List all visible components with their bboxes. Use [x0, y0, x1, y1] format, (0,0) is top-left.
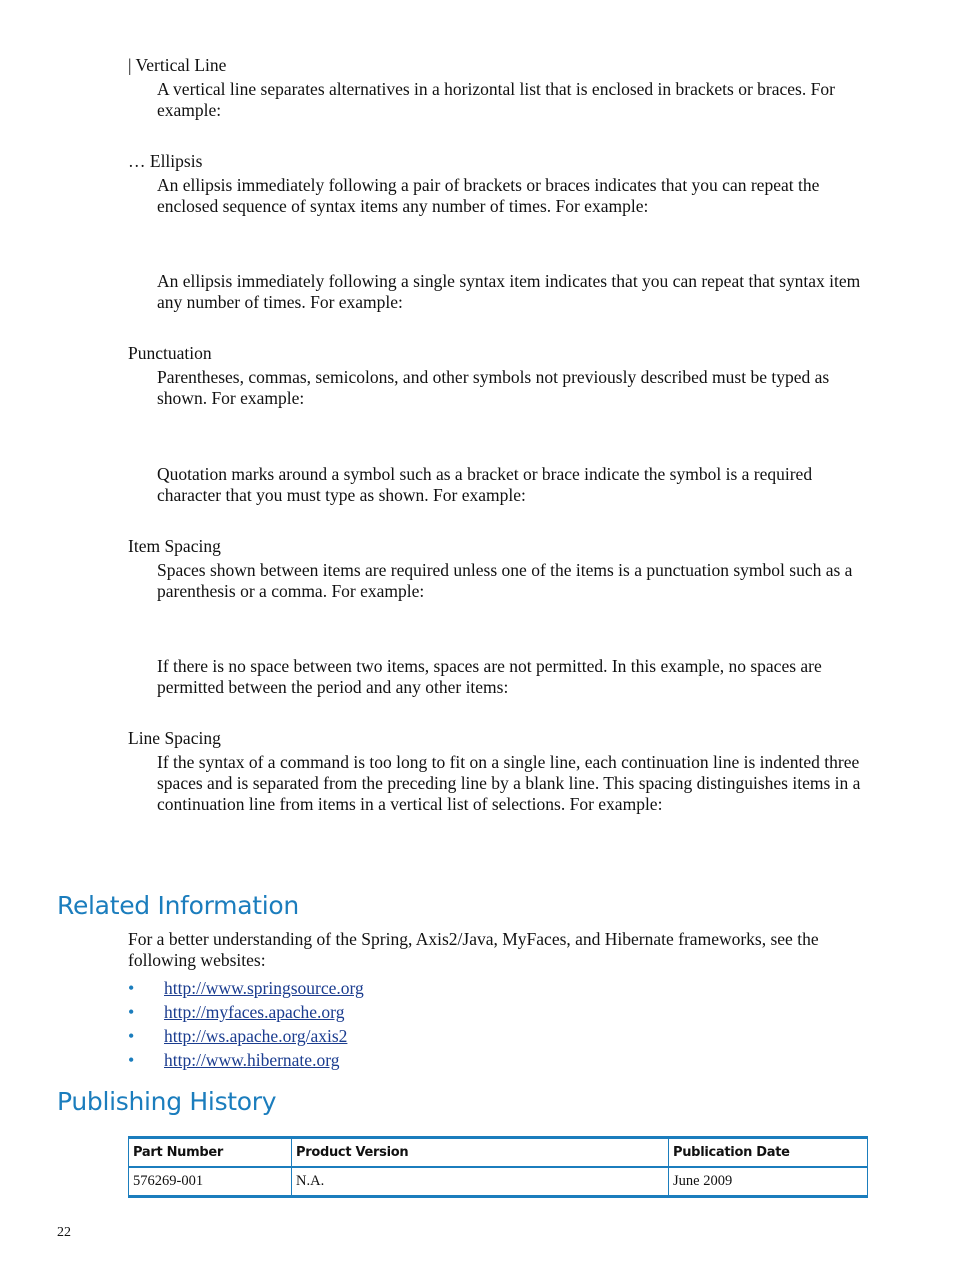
cell-part-number: 576269-001 — [129, 1167, 292, 1197]
related-information-heading: Related Information — [57, 891, 299, 920]
table-header-row — [129, 1138, 868, 1168]
column-header-publication-date: Publication Date — [669, 1138, 868, 1168]
related-information-intro: For a better understanding of the Spring, Axis2/Java, MyFaces, and Hibernate frameworks, see the following websites: — [128, 929, 819, 970]
definition-item-spacing-1: Spaces shown between items are required unless one of the items is a punctuation symbol such as a parenthesis or a comma. For example: — [157, 560, 853, 601]
link-axis2[interactable]: http://ws.apache.org/axis2 — [164, 1026, 348, 1046]
list-item — [128, 1000, 628, 1024]
publishing-history-table — [128, 1136, 868, 1198]
definition-punctuation-2: Quotation marks around a symbol such as a bracket or brace indicate the symbol is a required character that you must type as shown. For example: — [157, 464, 813, 505]
column-header-part-number: Part Number — [129, 1138, 292, 1168]
term-vertical-line: | Vertical Line — [128, 55, 227, 75]
cell-publication-date: June 2009 — [669, 1167, 868, 1197]
definition-vertical-line: A vertical line separates alternatives in a horizontal list that is enclosed in brackets or braces. For example: — [157, 79, 835, 120]
list-item — [128, 976, 628, 1000]
term-line-spacing: Line Spacing — [128, 728, 221, 748]
definition-line-spacing: If the syntax of a command is too long to fit on a single line, each continuation line is indented three spaces and is separated from the preceding line by a blank line. This spacing distinguishes items in a continuation line from items in a vertical list of selections. For example: — [157, 752, 861, 814]
list-item — [128, 1048, 628, 1072]
related-links-list — [128, 976, 628, 1072]
link-myfaces[interactable]: http://myfaces.apache.org — [164, 1002, 345, 1022]
term-ellipsis: … Ellipsis — [128, 151, 203, 171]
cell-product-version: N.A. — [292, 1167, 669, 1197]
definition-ellipsis-2: An ellipsis immediately following a single syntax item indicates that you can repeat that syntax item any number of times. For example: — [157, 271, 861, 312]
page-number: 22 — [57, 1225, 71, 1240]
link-springsource[interactable]: http://www.springsource.org — [164, 978, 364, 998]
definition-item-spacing-2: If there is no space between two items, spaces are not permitted. In this example, no spaces are permitted between the period and any other items: — [157, 656, 822, 697]
bullet-icon: • — [128, 1002, 135, 1022]
definition-ellipsis-1: An ellipsis immediately following a pair of brackets or braces indicates that you can repeat the enclosed sequence of syntax items any number of times. For example: — [157, 175, 820, 216]
publishing-history-heading: Publishing History — [57, 1087, 277, 1116]
table-row — [129, 1167, 868, 1197]
list-item — [128, 1024, 628, 1048]
column-header-product-version: Product Version — [292, 1138, 669, 1168]
term-punctuation: Punctuation — [128, 343, 212, 363]
link-hibernate[interactable]: http://www.hibernate.org — [164, 1050, 340, 1070]
bullet-icon: • — [128, 1050, 135, 1070]
bullet-icon: • — [128, 1026, 135, 1046]
bullet-icon: • — [128, 978, 135, 998]
term-item-spacing: Item Spacing — [128, 536, 221, 556]
definition-punctuation-1: Parentheses, commas, semicolons, and other symbols not previously described must be typed as shown. For example: — [157, 367, 830, 408]
